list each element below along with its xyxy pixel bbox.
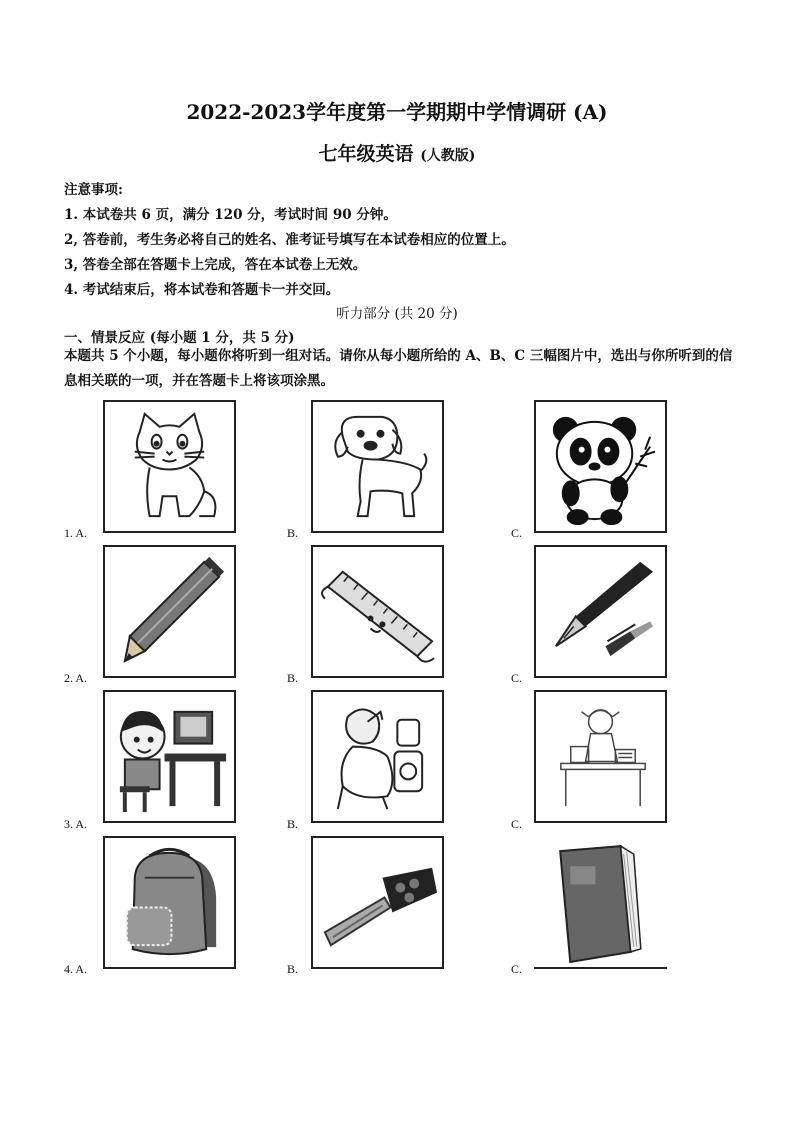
q4-option-a-label: 4. A. <box>64 962 88 976</box>
pen-picture <box>534 545 667 678</box>
subtitle-edition: (人教版) <box>420 148 476 164</box>
dog-picture <box>311 400 444 533</box>
q2-option-c-label: C. <box>511 671 523 685</box>
pencil-picture <box>103 545 236 678</box>
car-key-picture <box>311 836 444 969</box>
q3-option-c-label: C. <box>511 817 523 831</box>
note-item-1: 1. 本试卷共 6 页，满分 120 分，考试时间 90 分钟。 <box>64 207 397 223</box>
subtitle-main: 七年级英语 <box>318 143 414 165</box>
backpack-picture <box>103 836 236 969</box>
q1-option-a-label: 1. A. <box>64 526 88 540</box>
q1-option-b-label: B. <box>287 526 299 540</box>
q1-option-c-label: C. <box>511 526 523 540</box>
q2-option-a-label: 2. A. <box>64 671 88 685</box>
notes-heading: 注意事项: <box>64 182 123 198</box>
part1-instructions: 本题共 5 个小题，每小题你将听到一组对话。请你从每小题所给的 A、B、C 三幅图片中，选出与你所听到的信息相关联的一项，并在答题卡上将该项涂黑。 <box>64 348 733 389</box>
q4-option-b-label: B. <box>287 962 299 976</box>
computer-boy-picture <box>103 690 236 823</box>
q2-option-b-label: B. <box>287 671 299 685</box>
note-item-4: 4. 考试结束后，将本试卷和答题卡一并交回。 <box>64 282 340 298</box>
q3-option-b-label: B. <box>287 817 299 831</box>
q4-option-c-label: C. <box>511 962 523 976</box>
section-title: 听力部分 (共 20 分) <box>336 306 458 322</box>
part1-title: 一、情景反应 (每小题 1 分，共 5 分) <box>64 330 295 346</box>
phone-woman-picture <box>311 690 444 823</box>
cat-picture <box>103 400 236 533</box>
book-picture <box>534 836 667 969</box>
note-item-3: 3, 答卷全部在答题卡上完成，答在本试卷上无效。 <box>64 257 367 273</box>
panda-picture <box>534 400 667 533</box>
exam-title: 2022-2023学年度第一学期期中学情调研 (A) <box>186 100 608 124</box>
ruler-picture <box>311 545 444 678</box>
desk-girl-picture <box>534 690 667 823</box>
q3-option-a-label: 3. A. <box>64 817 88 831</box>
exam-subtitle <box>0 139 794 166</box>
note-item-2: 2, 答卷前，考生务必将自己的姓名、准考证号填写在本试卷相应的位置上。 <box>64 232 515 248</box>
